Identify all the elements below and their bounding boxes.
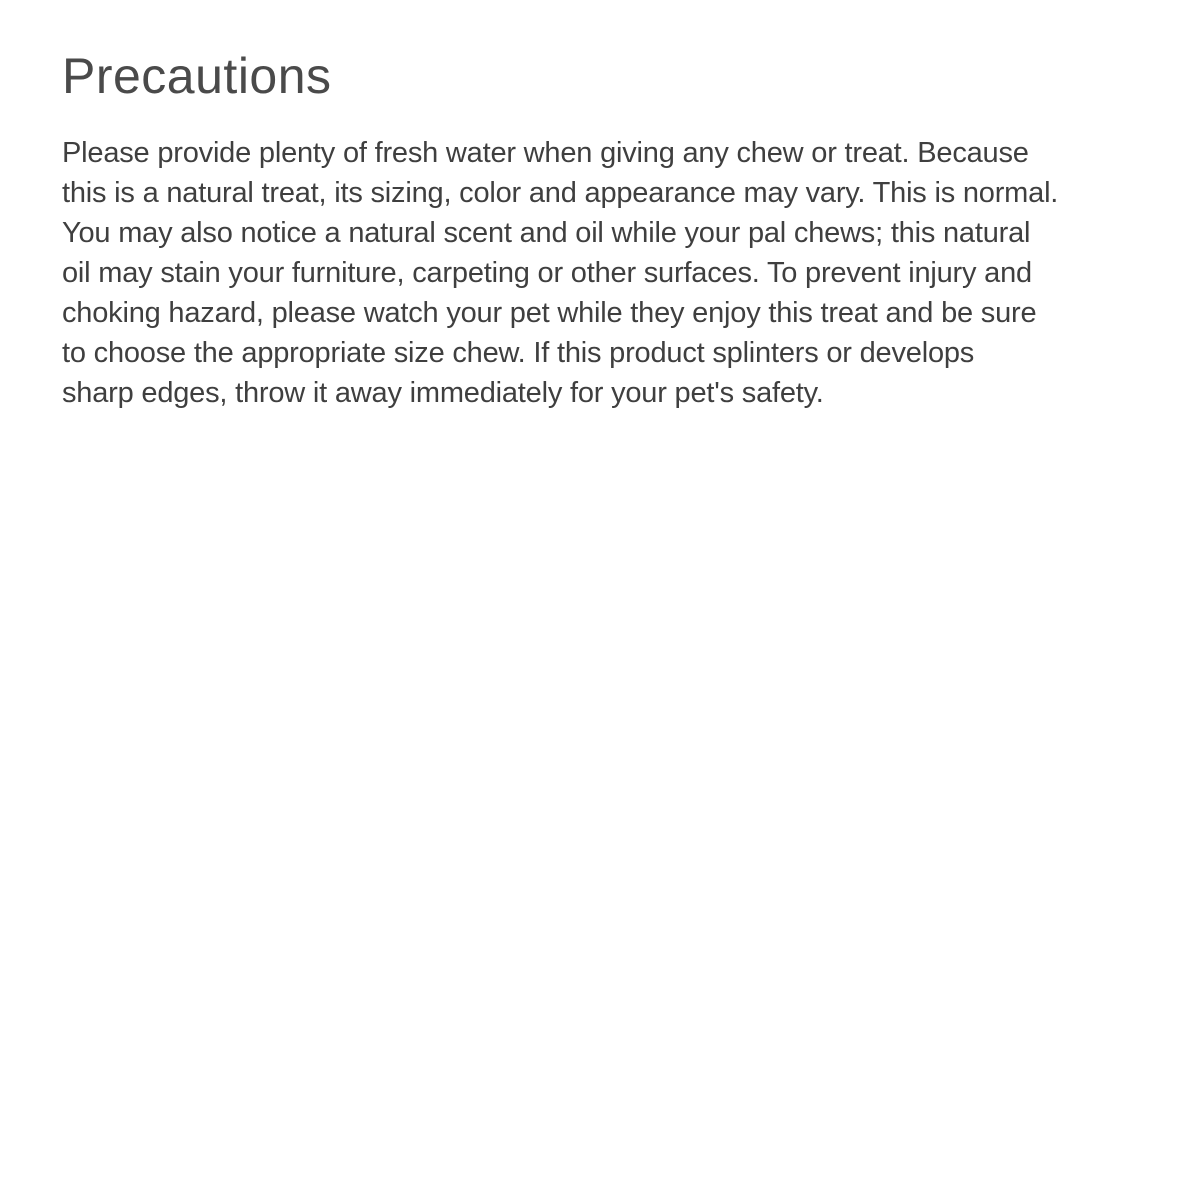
paragraph-line-6: to choose the appropriate size chew. If this product splinters or develops [62, 337, 975, 369]
paragraph-line-2: this is a natural treat, its sizing, color and appearance may vary. This is normal. [62, 177, 1059, 209]
paragraph-line-4: oil may stain your furniture, carpeting or other surfaces. To prevent injury and [62, 257, 1032, 289]
paragraph-line-1: Please provide plenty of fresh water when giving any chew or treat. Because [62, 137, 1029, 169]
paragraph-line-5: choking hazard, please watch your pet while they enjoy this treat and be sure [62, 297, 1037, 329]
section-title: Precautions [62, 48, 332, 104]
paragraph-line-3: You may also notice a natural scent and oil while your pal chews; this natural [62, 217, 1031, 249]
precautions-paragraph [62, 133, 1160, 413]
paragraph-line-7: sharp edges, throw it away immediately for your pet's safety. [62, 377, 824, 409]
